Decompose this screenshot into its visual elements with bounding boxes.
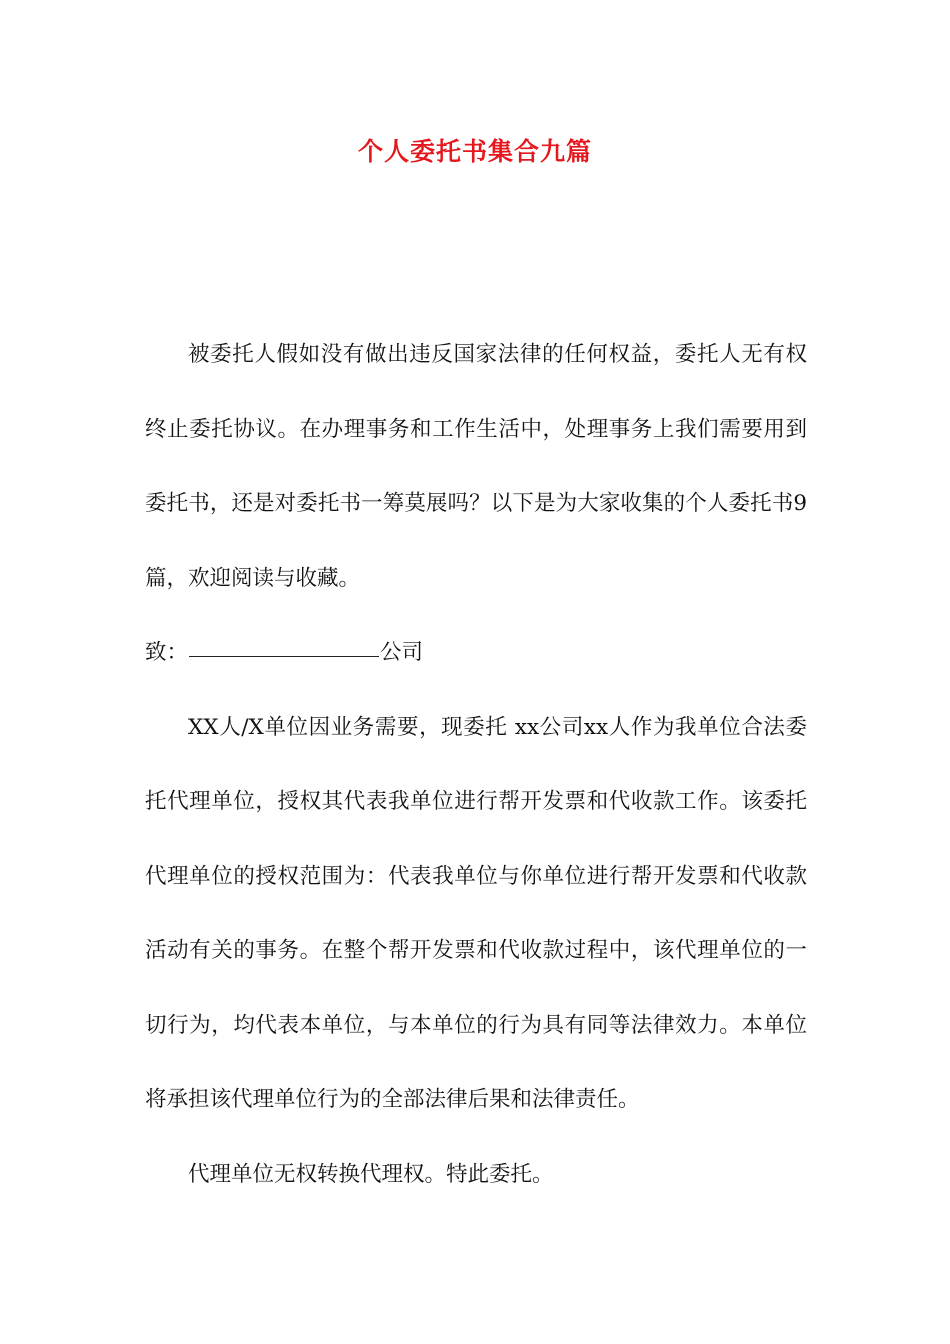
addressee-blank <box>189 655 379 657</box>
addressee-suffix: 公司 <box>380 640 424 665</box>
addressee-line <box>145 616 807 691</box>
authorization-paragraph: XX人/X单位因业务需要，现委托 xx公司xx人作为我单位合法委托代理单位，授权其代表我单位进行帮开发票和代收款工作。该委托代理单位的授权范围为：代表我单位与你单位进行帮开发票和代收款活动有关的事务。在整个帮开发票和代收款过程中，该代理单位的一切行为，均代表本单位，与本单位的行为具有同等法律效力。本单位将承担该代理单位行为的全部法律后果和法律责任。 <box>145 714 807 1112</box>
addressee-prefix: 致： <box>145 640 189 665</box>
document-title: 个人委托书集合九篇 <box>357 137 592 166</box>
intro-paragraph: 被委托人假如没有做出违反国家法律的任何权益，委托人无有权终止委托协议。在办理事务和工作生活中，处理事务上我们需要用到委托书，还是对委托书一筹莫展吗？以下是为大家收集的个人委托书9篇，欢迎阅读与收藏。 <box>145 342 807 591</box>
closing-paragraph: 代理单位无权转换代理权。特此委托。 <box>188 1161 554 1187</box>
document-body <box>145 318 807 1212</box>
